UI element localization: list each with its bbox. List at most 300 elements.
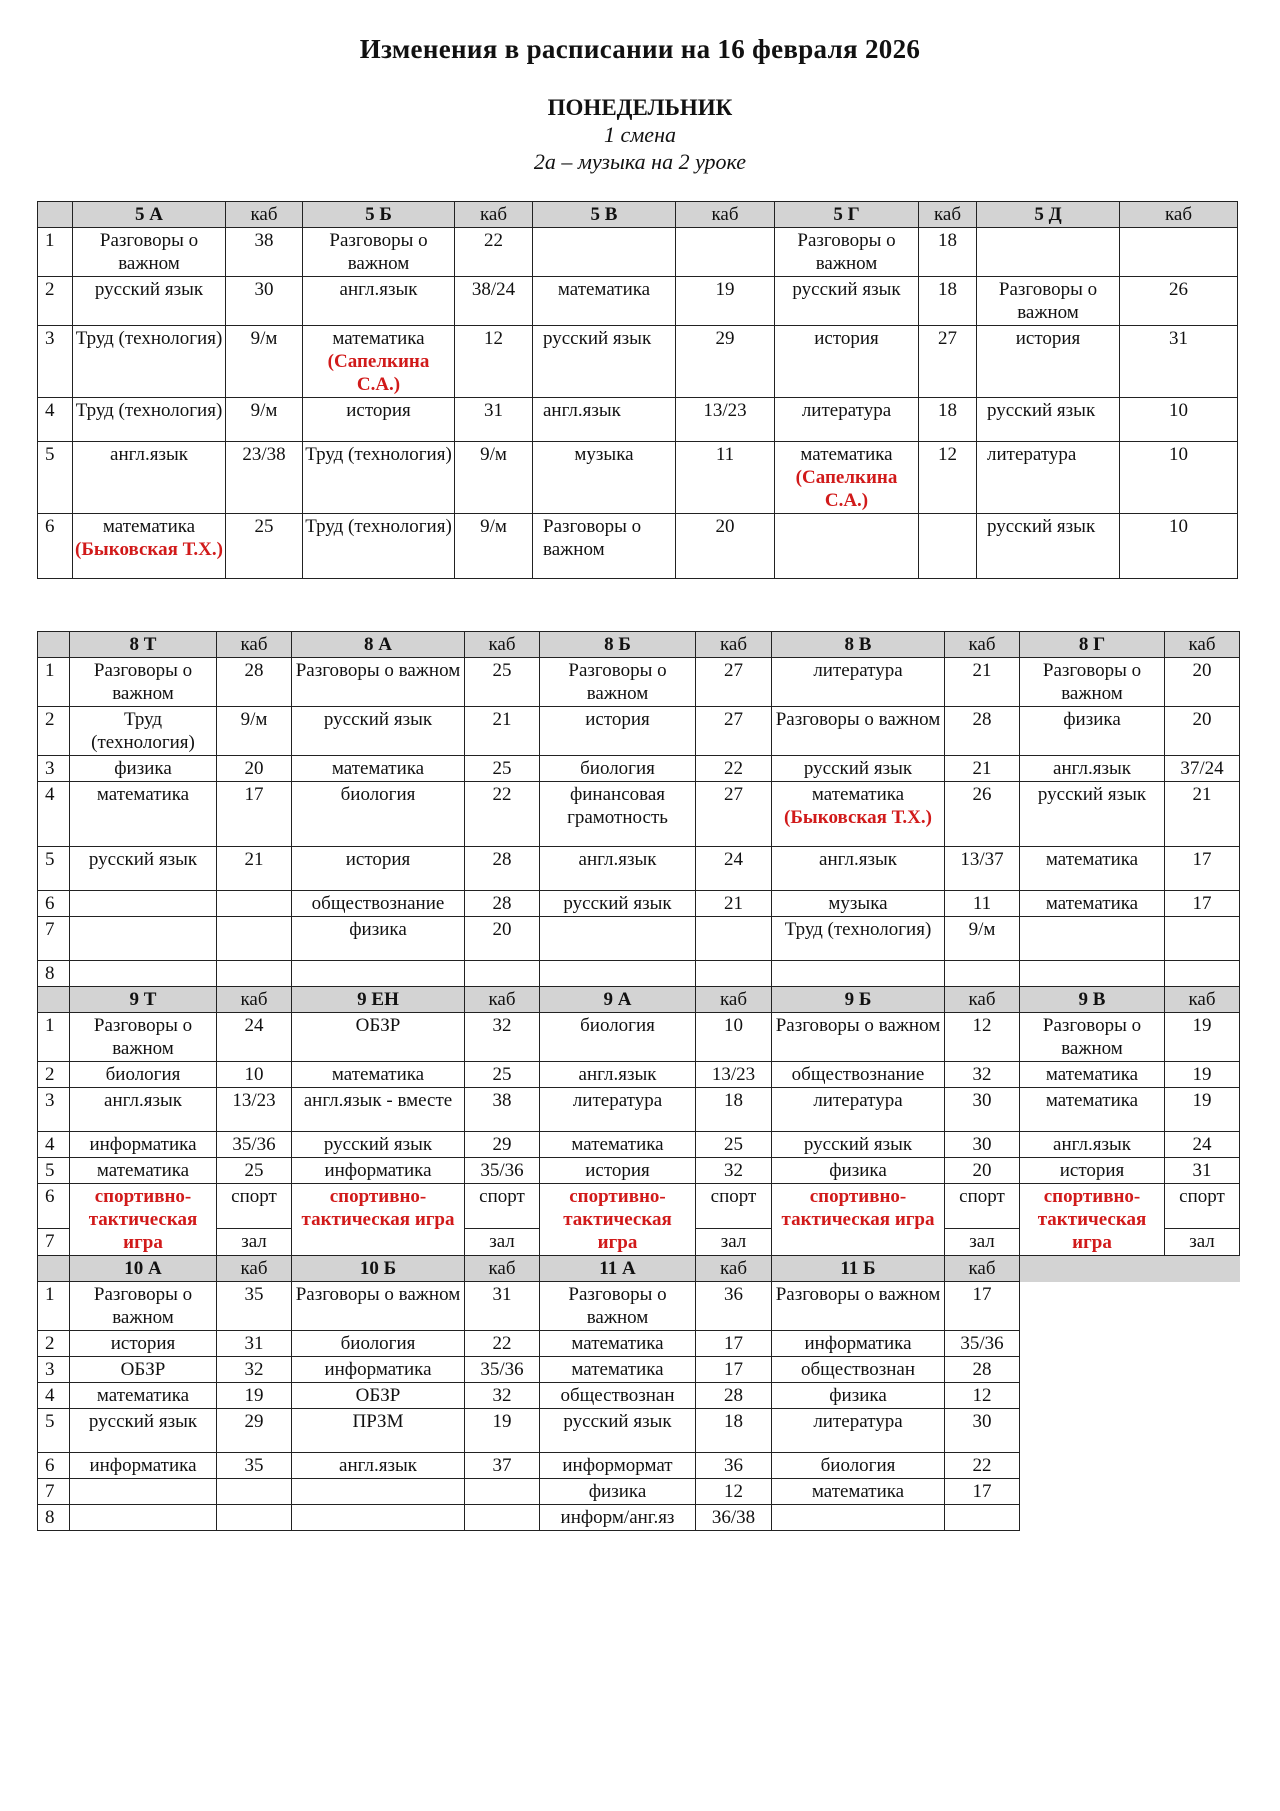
room-cell [945, 658, 1020, 707]
cell-text: физика [1063, 709, 1121, 730]
subject-cell [533, 398, 676, 442]
table-row [38, 1479, 1240, 1505]
cell-text: 7 [45, 919, 55, 940]
cell-text: математика [1045, 893, 1139, 914]
table-row [38, 1331, 1240, 1357]
header-class: 10 А [70, 1256, 217, 1282]
room-cell [1165, 917, 1240, 961]
room-cell [217, 756, 292, 782]
sport-label: спортивно-тактическая игра [781, 1186, 935, 1230]
cell-text: 12 [484, 328, 503, 349]
cell-text: биология [105, 1064, 181, 1085]
cell-text: история [814, 328, 879, 349]
header-room: каб [696, 1256, 772, 1282]
room-cell [696, 1409, 772, 1453]
header-room: каб [676, 202, 775, 228]
cell-text: 2 [45, 709, 55, 730]
cell-text: 30 [972, 1411, 992, 1432]
teacher-note: (Сапелкина С.А.) [795, 467, 898, 511]
cell-text: литература [987, 444, 1077, 465]
subject-cell [775, 514, 919, 579]
empty-area [1165, 1505, 1240, 1531]
subject-cell [1020, 1088, 1165, 1132]
cell-text: математика [96, 1160, 190, 1181]
cell-text: 26 [972, 784, 992, 805]
lesson-number [38, 326, 73, 398]
cell-text: 25 [492, 1064, 512, 1085]
cell-text: физика [588, 1481, 647, 1502]
cell-text: история [585, 709, 650, 730]
lesson-number [38, 1453, 70, 1479]
room-cell [465, 1453, 540, 1479]
cell-text: англ.язык [543, 400, 621, 421]
cell-text: 9/м [240, 709, 268, 730]
subject-cell [772, 1282, 945, 1331]
cell-text: 35 [244, 1455, 264, 1476]
subject-cell [70, 1505, 217, 1531]
subject-cell [540, 1088, 696, 1132]
subject-cell [1020, 707, 1165, 756]
cell-text: 1 [45, 230, 55, 251]
cell-text: 9/м [480, 516, 507, 537]
cell-text: 11 [972, 893, 992, 914]
room-cell [945, 1013, 1020, 1062]
cell-text: 17 [724, 1333, 743, 1354]
cell-text: ОБЗР [120, 1359, 166, 1380]
room-cell [945, 1132, 1020, 1158]
cell-text: математика [1045, 1090, 1139, 1111]
cell-text: 10 [244, 1064, 264, 1085]
cell-text: Разговоры о важном [775, 1284, 941, 1305]
lesson-number [38, 847, 70, 891]
room-cell [1120, 228, 1238, 277]
cell-text: 31 [244, 1333, 264, 1354]
cell-text: англ.язык [110, 444, 188, 465]
subject-cell [772, 1013, 945, 1062]
room-cell [1165, 782, 1240, 847]
cell-text: история [346, 400, 411, 421]
room-cell [465, 1357, 540, 1383]
room-cell [217, 1158, 292, 1184]
header-class: 11 А [540, 1256, 696, 1282]
sport-subject-cell [772, 1184, 945, 1256]
subject-cell [70, 1479, 217, 1505]
room-cell [1165, 707, 1240, 756]
cell-text: Разговоры о важном [295, 660, 461, 681]
room-cell [455, 326, 533, 398]
cell-text: математика [811, 1481, 905, 1502]
room-cell [1165, 847, 1240, 891]
cell-text: 17 [724, 1359, 743, 1380]
cell-text: 20 [715, 516, 735, 537]
cell-text: 22 [972, 1455, 992, 1476]
subject-cell [303, 228, 455, 277]
room-cell [455, 442, 533, 514]
cell-text: 2 [45, 279, 55, 300]
table-row [38, 917, 1240, 961]
subject-cell [292, 1357, 465, 1383]
sport-subject-cell [540, 1184, 696, 1256]
subject-cell [772, 917, 945, 961]
cell-text: 36 [724, 1455, 743, 1476]
room-cell [696, 782, 772, 847]
cell-text: 35/36 [960, 1333, 1004, 1354]
room-cell [1120, 514, 1238, 579]
cell-text: 22 [484, 230, 503, 251]
room-cell [919, 326, 977, 398]
subject-cell [292, 847, 465, 891]
empty-area [1020, 1479, 1165, 1505]
cell-text: 30 [972, 1090, 992, 1111]
cell-text: Разговоры о важном [543, 516, 642, 560]
subject-cell [70, 1409, 217, 1453]
cell-text: математика [800, 444, 893, 465]
cell-text: математика [96, 1385, 190, 1406]
cell-text: 28 [492, 849, 512, 870]
room-cell [465, 1409, 540, 1453]
subject-cell [292, 1132, 465, 1158]
cell-text: Разговоры о важном [775, 709, 941, 730]
room-cell [676, 398, 775, 442]
subject-cell [292, 1158, 465, 1184]
cell-text: Труд (технология) [75, 400, 223, 421]
lesson-number [38, 1331, 70, 1357]
subject-cell [1020, 961, 1165, 987]
cell-text: 17 [972, 1284, 992, 1305]
cell-text: биология [580, 758, 655, 779]
cell-text: 28 [244, 660, 264, 681]
subject-cell [73, 228, 226, 277]
room-cell: зал [945, 1229, 1020, 1256]
subject-cell [303, 442, 455, 514]
subject-cell [775, 326, 919, 398]
room-cell: зал [696, 1229, 772, 1256]
subject-cell [292, 1453, 465, 1479]
empty-area [1020, 1505, 1165, 1531]
subject-cell [540, 1282, 696, 1331]
header-room: каб [919, 202, 977, 228]
cell-text: математика [811, 784, 905, 805]
cell-text: Разговоры о важном [1042, 660, 1142, 704]
cell-text: биология [340, 1333, 416, 1354]
room-cell [1165, 1158, 1240, 1184]
subject-cell [540, 1331, 696, 1357]
empty-area [1165, 1331, 1240, 1357]
cell-text: ПРЗМ [352, 1411, 404, 1432]
header-class: 9 ЕН [292, 987, 465, 1013]
header-corner [38, 987, 70, 1013]
cell-text: математика [331, 1064, 425, 1085]
subject-cell [1020, 658, 1165, 707]
room-cell [945, 917, 1020, 961]
subject-cell [1020, 847, 1165, 891]
room-cell: зал [465, 1229, 540, 1256]
empty-area [1165, 1357, 1240, 1383]
cell-text: 5 [45, 849, 55, 870]
subject-cell [533, 277, 676, 326]
cell-text: англ.язык [339, 1455, 417, 1476]
table-row [38, 442, 1238, 514]
subject-cell [292, 1383, 465, 1409]
cell-text: 10 [724, 1015, 743, 1036]
cell-text: 25 [492, 660, 512, 681]
room-cell [696, 1132, 772, 1158]
subject-cell [292, 917, 465, 961]
room-cell [945, 1383, 1020, 1409]
subject-cell [775, 442, 919, 514]
room-cell [455, 277, 533, 326]
room-cell [676, 514, 775, 579]
cell-text: 27 [724, 709, 743, 730]
table-row [38, 1132, 1240, 1158]
lesson-number [38, 228, 73, 277]
cell-text: ОБЗР [355, 1385, 401, 1406]
room-cell [945, 1357, 1020, 1383]
cell-text: 22 [724, 758, 743, 779]
cell-text: информатика [324, 1359, 432, 1380]
room-cell [696, 891, 772, 917]
room-cell [945, 1479, 1020, 1505]
room-cell [696, 1013, 772, 1062]
subject-cell [1020, 1013, 1165, 1062]
cell-text: Труд (технология) [75, 328, 223, 349]
teacher-note: (Быковская Т.Х.) [784, 807, 932, 828]
table-header-row [38, 202, 1238, 228]
room-cell [919, 442, 977, 514]
room-cell [676, 326, 775, 398]
subject-cell [540, 756, 696, 782]
room-cell [217, 658, 292, 707]
table-row [38, 756, 1240, 782]
room-cell: зал [1165, 1229, 1240, 1256]
cell-text: русский язык [563, 1411, 672, 1432]
subject-cell [70, 1062, 217, 1088]
subject-cell [540, 1409, 696, 1453]
room-cell [217, 1013, 292, 1062]
cell-text: 18 [938, 230, 957, 251]
cell-text: финансовая грамотность [567, 784, 668, 828]
header-class: 5 Б [303, 202, 455, 228]
shift-label: 1 смена [604, 122, 676, 147]
lesson-number [38, 442, 73, 514]
table-row [38, 1357, 1240, 1383]
subject-cell [772, 707, 945, 756]
subject-cell [540, 1357, 696, 1383]
empty-area [1165, 1256, 1240, 1282]
cell-text: 32 [492, 1385, 512, 1406]
empty-area [1020, 1282, 1165, 1331]
subject-cell [977, 398, 1120, 442]
cell-text: 12 [938, 444, 957, 465]
sport-label: спортивно-тактическая игра [1037, 1186, 1147, 1253]
cell-text: русский язык [543, 328, 652, 349]
cell-text: музыка [828, 893, 888, 914]
lesson-number [38, 658, 70, 707]
sport-label: спортивно-тактическая игра [563, 1186, 672, 1253]
subject-cell [303, 277, 455, 326]
cell-text: 21 [244, 849, 264, 870]
cell-text: 35/36 [232, 1134, 276, 1155]
cell-text: литература [813, 1411, 903, 1432]
room-cell [696, 1331, 772, 1357]
room-cell: спорт [945, 1184, 1020, 1229]
table-row [38, 1282, 1240, 1331]
cell-text: математика [96, 784, 190, 805]
subject-cell [772, 1505, 945, 1531]
subject-cell [70, 1453, 217, 1479]
empty-area [1165, 1453, 1240, 1479]
lesson-number [38, 514, 73, 579]
room-cell [696, 1383, 772, 1409]
table-row [38, 1088, 1240, 1132]
subject-cell [772, 961, 945, 987]
cell-text: 9/м [480, 444, 507, 465]
cell-text: 5 [45, 1160, 55, 1181]
room-cell [465, 961, 540, 987]
subject-cell [292, 1479, 465, 1505]
cell-text: 19 [492, 1411, 512, 1432]
room-cell [217, 1132, 292, 1158]
header-room: каб [226, 202, 303, 228]
cell-text: ОБЗР [355, 1015, 401, 1036]
header-room: каб [696, 632, 772, 658]
cell-text: 20 [244, 758, 264, 779]
cell-text: биология [340, 784, 416, 805]
cell-text: 7 [45, 1481, 55, 1502]
header-room: каб [217, 632, 292, 658]
table-header-row [38, 1256, 1240, 1282]
cell-text: англ.язык [104, 1090, 182, 1111]
cell-text: история [585, 1160, 650, 1181]
cell-text: 13/23 [703, 400, 747, 421]
empty-area [1165, 1282, 1240, 1331]
subject-cell [70, 891, 217, 917]
cell-text: 9/м [250, 400, 278, 421]
cell-text: литература [813, 1090, 903, 1111]
cell-text: 21 [972, 758, 992, 779]
cell-text: литература [813, 660, 903, 681]
cell-text: Труд (технология) [784, 919, 932, 940]
subject-cell [303, 514, 455, 579]
room-cell [696, 1505, 772, 1531]
subject-cell [775, 277, 919, 326]
cell-text: 38 [254, 230, 274, 251]
room-cell [1165, 891, 1240, 917]
room-cell [465, 1505, 540, 1531]
room-cell: спорт [217, 1184, 292, 1229]
room-cell [945, 707, 1020, 756]
room-cell [226, 326, 303, 398]
subject-cell [540, 1479, 696, 1505]
subject-cell [977, 277, 1120, 326]
room-cell [945, 1505, 1020, 1531]
cell-text: математика [571, 1359, 664, 1380]
cell-text: математика [1045, 849, 1139, 870]
room-cell [919, 228, 977, 277]
header-class: 9 Б [772, 987, 945, 1013]
table-row [38, 514, 1238, 579]
room-cell [1165, 1132, 1240, 1158]
room-cell [465, 1062, 540, 1088]
cell-text: 31 [492, 1284, 512, 1305]
subject-cell [292, 1505, 465, 1531]
header-class: 8 Б [540, 632, 696, 658]
cell-text: 13/23 [711, 1064, 756, 1085]
room-cell [945, 1282, 1020, 1331]
header-class: 5 Г [775, 202, 919, 228]
table-row [38, 1383, 1240, 1409]
subject-cell [977, 514, 1120, 579]
cell-text: англ.язык [339, 279, 418, 300]
subject-cell [775, 228, 919, 277]
table-header-row [38, 632, 1240, 658]
cell-text: 29 [492, 1134, 512, 1155]
cell-text: 25 [492, 758, 512, 779]
room-cell [217, 1383, 292, 1409]
cell-text: 21 [492, 709, 512, 730]
cell-text: 18 [724, 1411, 743, 1432]
cell-text: 19 [1192, 1015, 1212, 1036]
table-row [38, 1409, 1240, 1453]
lesson-number [38, 961, 70, 987]
cell-text: информатика [89, 1455, 197, 1476]
subject-cell [772, 1132, 945, 1158]
subject-cell [292, 961, 465, 987]
cell-text: история [1059, 1160, 1125, 1181]
subject-cell [1020, 1158, 1165, 1184]
teacher-note: (Сапелкина С.А.) [327, 351, 430, 395]
cell-text: 22 [492, 784, 512, 805]
room-cell [465, 658, 540, 707]
cell-text: Разговоры о важном [99, 230, 199, 274]
lesson-number [38, 398, 73, 442]
lesson-number [38, 1479, 70, 1505]
cell-text: физика [114, 758, 172, 779]
cell-text: 26 [1169, 279, 1188, 300]
subject-cell [73, 326, 226, 398]
room-cell [226, 514, 303, 579]
cell-text: 31 [1192, 1160, 1212, 1181]
cell-text: 37/24 [1180, 758, 1224, 779]
sport-label: спортивно-тактическая игра [88, 1186, 198, 1253]
cell-text: 6 [45, 1455, 55, 1476]
cell-text: русский язык [987, 516, 1096, 537]
teacher-note: (Быковская Т.Х.) [75, 539, 223, 560]
subject-cell [540, 1062, 696, 1088]
room-cell [217, 782, 292, 847]
cell-text: 4 [45, 400, 55, 421]
cell-text: 18 [724, 1090, 743, 1111]
subject-cell [977, 326, 1120, 398]
room-cell [1165, 1088, 1240, 1132]
subject-cell [1020, 1062, 1165, 1088]
cell-text: 2 [45, 1333, 55, 1354]
cell-text: 9/м [968, 919, 996, 940]
cell-text: Труд (технология) [91, 709, 195, 753]
room-cell [696, 961, 772, 987]
subject-cell [540, 847, 696, 891]
subject-cell [292, 658, 465, 707]
subject-cell [772, 658, 945, 707]
room-cell [1165, 1013, 1240, 1062]
cell-text: русский язык [94, 279, 204, 300]
table-row [38, 1013, 1240, 1062]
subject-cell [540, 961, 696, 987]
header-room: каб [945, 987, 1020, 1013]
header-room: каб [465, 632, 540, 658]
lesson-number [38, 1013, 70, 1062]
subject-cell [533, 442, 676, 514]
